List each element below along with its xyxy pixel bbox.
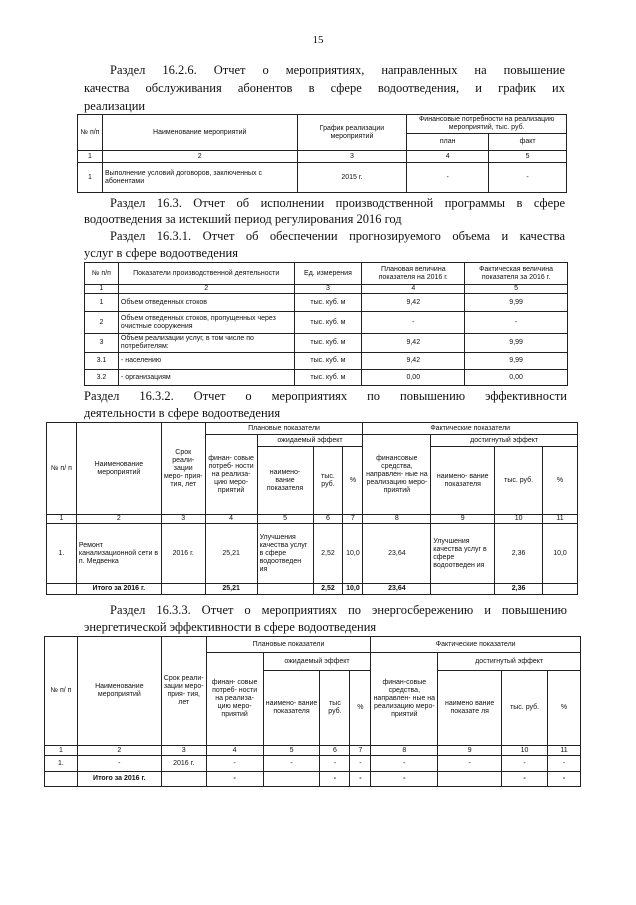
section-16-3-3-heading-line1: Раздел 16.3.3. Отчет о мероприятиях по энергосбережению и повышению <box>110 603 567 617</box>
col-header-fin-spent: финан-совые средства, направлен- ные на реализацию меро- приятий <box>371 653 438 746</box>
col-header-unit: Ед. измерения <box>294 263 362 285</box>
col-header-num: № п/ п <box>45 637 78 746</box>
col-header-indicator-name: наимено- вание показателя <box>263 671 320 746</box>
total-label: Итого за 2016 г. <box>77 772 161 787</box>
col-header-indicator-name: наимено- вание показателя <box>257 447 313 515</box>
table-row <box>47 524 578 584</box>
table-row <box>85 370 568 386</box>
section-16-3-2-heading-line2: деятельности в сфере водоотведения <box>84 406 281 420</box>
table-row <box>85 334 568 353</box>
col-header-rub-2: тыс. руб. <box>495 447 543 515</box>
col-header-pct-2: % <box>548 671 581 746</box>
cell-pct: - <box>350 756 371 772</box>
table-row <box>85 353 568 370</box>
col-header-pct: % <box>350 671 371 746</box>
index-cell: 2 <box>76 515 161 524</box>
section-16-3-2-heading-line1: Раздел 16.3.2. Отчет о мероприятиях по повышению эффективности <box>84 389 567 403</box>
index-cell: 11 <box>548 746 581 756</box>
index-cell: 9 <box>438 746 502 756</box>
section-16-2-6-heading-line2: качества обслуживания абонентов в сфере водоотведения, и график их <box>84 81 565 95</box>
section-16-3-3-heading-line2: энергетической эффективности в сфере водоотведения <box>84 620 377 634</box>
col-header-num: № п/ п <box>47 423 77 515</box>
index-cell: 3 <box>161 515 205 524</box>
col-header-plan: план <box>407 134 489 151</box>
col-header-expected: ожидаемый эффект <box>257 435 363 447</box>
cell-plan: 9,42 <box>362 353 465 370</box>
cell-fact: 9,99 <box>465 353 568 370</box>
index-cell: 4 <box>206 746 263 756</box>
table-16-3-3 <box>44 636 581 787</box>
index-row <box>78 151 567 163</box>
table-row <box>45 756 581 772</box>
total-rub-2: 2,36 <box>495 584 543 595</box>
section-16-3-heading-line2: водоотведения за истекший период регулирования 2016 год <box>84 212 402 226</box>
col-header-term: Срок реали- зации меро- прия- тия, лет <box>161 423 205 515</box>
cell-name: Выполнение условий договоров, заключенных с абонентами <box>102 163 297 193</box>
cell-plan: 9,42 <box>362 334 465 353</box>
total-fin-need: 25,21 <box>205 584 257 595</box>
section-16-2-6-heading-line3: реализации <box>84 99 146 113</box>
cell-empty <box>543 584 578 595</box>
cell-name: Ремонт канализационной сети в п. Медвенка <box>76 524 161 584</box>
cell-unit: тыс. куб. м <box>294 353 362 370</box>
cell-rub: - <box>320 756 350 772</box>
cell-unit: тыс. куб. м <box>294 334 362 353</box>
total-rub: 2,52 <box>313 584 343 595</box>
col-header-fact: факт <box>489 134 567 151</box>
cell-name: Объем отведенных стоков <box>118 294 294 312</box>
cell-fin-need: - <box>206 756 263 772</box>
col-header-planned: Плановые показатели <box>205 423 363 435</box>
cell-fact: 9,99 <box>465 334 568 353</box>
cell-effect-name-2: - <box>438 756 502 772</box>
cell-schedule: 2015 г. <box>297 163 407 193</box>
table-row <box>78 163 567 193</box>
cell-effect-name-2: Улучшения качества услуг в сфере водоотведен ия <box>431 524 495 584</box>
cell-num: 2 <box>85 312 119 334</box>
col-header-actual: Фактические показатели <box>363 423 578 435</box>
index-cell: 6 <box>320 746 350 756</box>
index-cell: 11 <box>543 515 578 524</box>
cell-rub: 2,52 <box>313 524 343 584</box>
cell-fact: 9,99 <box>465 294 568 312</box>
col-header-fact: Фактическая величина показателя за 2016 г. <box>465 263 568 285</box>
cell-term: 2016 г. <box>161 524 205 584</box>
index-cell: 1 <box>85 285 119 294</box>
cell-plan: 9,42 <box>362 294 465 312</box>
table-row <box>85 312 568 334</box>
index-cell: 1 <box>78 151 103 163</box>
cell-pct-2: - <box>548 756 581 772</box>
section-16-3-1-heading-line2: услуг в сфере водоотведения <box>84 246 238 260</box>
index-row <box>47 515 578 524</box>
cell-name: - организациям <box>118 370 294 386</box>
cell-fact: - <box>489 163 567 193</box>
table-16-2-6 <box>77 114 567 193</box>
cell-name: Объем отведенных стоков, пропущенных через очистные сооружения <box>118 312 294 334</box>
col-header-num: № п/п <box>78 115 103 151</box>
cell-unit: тыс. куб. м <box>294 312 362 334</box>
total-pct: - <box>350 772 371 787</box>
col-header-plan: Плановая величина показателя на 2016 г. <box>362 263 465 285</box>
cell-fin-spent: - <box>371 756 438 772</box>
index-cell: 3 <box>161 746 206 756</box>
cell-effect-name: Улучшения качества услуг в сфере водоотведен ия <box>257 524 313 584</box>
section-16-3-heading-line1: Раздел 16.3. Отчет об исполнении производственной программы в сфере <box>110 196 565 210</box>
index-cell: 2 <box>102 151 297 163</box>
cell-num: 1 <box>78 163 103 193</box>
index-cell: 8 <box>371 746 438 756</box>
col-header-name: Наименование мероприятий <box>77 637 161 746</box>
col-header-achieved: достигнутый эффект <box>438 653 581 671</box>
cell-empty <box>45 772 78 787</box>
total-row <box>47 584 578 595</box>
cell-num: 1. <box>47 524 77 584</box>
total-pct: 10,0 <box>343 584 363 595</box>
cell-fin-spent: 23,64 <box>363 524 431 584</box>
cell-fact: - <box>465 312 568 334</box>
total-row <box>45 772 581 787</box>
col-header-actual: Фактические показатели <box>371 637 581 653</box>
col-header-fin-spent: финансовые средства, направлен- ные на реализацию меро- приятий <box>363 435 431 515</box>
cell-num: 3.1 <box>85 353 119 370</box>
cell-pct: 10,0 <box>343 524 363 584</box>
col-header-indicator-name-2: наимено- вание показателя <box>431 447 495 515</box>
cell-name: - населению <box>118 353 294 370</box>
cell-empty <box>161 584 205 595</box>
cell-name: Объем реализации услуг, в том числе по потребителям: <box>118 334 294 353</box>
col-header-rub: тыс. руб. <box>313 447 343 515</box>
index-cell: 2 <box>77 746 161 756</box>
cell-unit: тыс. куб. м <box>294 370 362 386</box>
col-header-term: Срок реали- зации меро- прия- тия, лет <box>161 637 206 746</box>
index-cell: 1 <box>47 515 77 524</box>
col-header-name: Наименование мероприятий <box>76 423 161 515</box>
cell-empty <box>263 772 320 787</box>
table-row <box>85 294 568 312</box>
cell-empty <box>438 772 502 787</box>
index-cell: 2 <box>118 285 294 294</box>
col-header-schedule: График реализации мероприятий <box>297 115 407 151</box>
col-header-rub-2: тыс. руб. <box>502 671 548 746</box>
table-16-3-1 <box>84 262 568 386</box>
cell-unit: тыс. куб. м <box>294 294 362 312</box>
cell-plan: - <box>407 163 489 193</box>
col-header-fin: Финансовые потребности на реализацию мероприятий, тыс. руб. <box>407 115 567 134</box>
cell-num: 3.2 <box>85 370 119 386</box>
index-row <box>45 746 581 756</box>
index-cell: 10 <box>495 515 543 524</box>
cell-fin-need: 25,21 <box>205 524 257 584</box>
index-cell: 5 <box>489 151 567 163</box>
total-fin-need: - <box>206 772 263 787</box>
index-cell: 5 <box>263 746 320 756</box>
cell-term: 2016 г. <box>161 756 206 772</box>
page-number: 15 <box>312 34 324 46</box>
col-header-fin-need: финан- совые потреб- ности на реализа- цию меро- приятий <box>205 435 257 515</box>
col-header-expected: ожидаемый эффект <box>263 653 371 671</box>
col-header-rub: тыс руб. <box>320 671 350 746</box>
col-header-fin-need: финан- совые потреб- ности на реализа- цию меро- приятий <box>206 653 263 746</box>
col-header-planned: Плановые показатели <box>206 637 371 653</box>
section-16-2-6-heading-line1: Раздел 16.2.6. Отчет о мероприятиях, направленных на повышение <box>110 63 565 77</box>
cell-pct-2: 10,0 <box>543 524 578 584</box>
cell-effect-name: - <box>263 756 320 772</box>
index-cell: 9 <box>431 515 495 524</box>
cell-name: - <box>77 756 161 772</box>
col-header-achieved: достигнутый эффект <box>431 435 578 447</box>
index-cell: 6 <box>313 515 343 524</box>
cell-plan: 0,00 <box>362 370 465 386</box>
cell-plan: - <box>362 312 465 334</box>
col-header-indicator: Показатели производственной деятельности <box>118 263 294 285</box>
index-cell: 3 <box>294 285 362 294</box>
total-rub: - <box>320 772 350 787</box>
cell-empty <box>257 584 313 595</box>
cell-empty <box>161 772 206 787</box>
index-cell: 7 <box>350 746 371 756</box>
total-fin-spent: 23,64 <box>363 584 431 595</box>
cell-empty <box>431 584 495 595</box>
index-cell: 7 <box>343 515 363 524</box>
index-cell: 8 <box>363 515 431 524</box>
total-rub-2: - <box>502 772 548 787</box>
total-pct-2: - <box>548 772 581 787</box>
index-row <box>85 285 568 294</box>
col-header-name: Наименование мероприятий <box>102 115 297 151</box>
cell-fact: 0,00 <box>465 370 568 386</box>
index-cell: 4 <box>205 515 257 524</box>
cell-empty <box>47 584 77 595</box>
cell-num: 1 <box>85 294 119 312</box>
col-header-pct-2: % <box>543 447 578 515</box>
section-16-3-1-heading-line1: Раздел 16.3.1. Отчет об обеспечении прогнозируемого объема и качества <box>110 229 565 243</box>
cell-num: 1. <box>45 756 78 772</box>
cell-rub-2: - <box>502 756 548 772</box>
index-cell: 4 <box>407 151 489 163</box>
table-16-3-2 <box>46 422 578 595</box>
total-label: Итого за 2016 г. <box>76 584 161 595</box>
index-cell: 10 <box>502 746 548 756</box>
index-cell: 1 <box>45 746 78 756</box>
index-cell: 4 <box>362 285 465 294</box>
col-header-num: № п/п <box>85 263 119 285</box>
index-cell: 5 <box>257 515 313 524</box>
index-cell: 5 <box>465 285 568 294</box>
cell-rub-2: 2,36 <box>495 524 543 584</box>
col-header-indicator-name-2: наимено вание показате ля <box>438 671 502 746</box>
col-header-pct: % <box>343 447 363 515</box>
index-cell: 3 <box>297 151 407 163</box>
cell-num: 3 <box>85 334 119 353</box>
total-fin-spent: - <box>371 772 438 787</box>
